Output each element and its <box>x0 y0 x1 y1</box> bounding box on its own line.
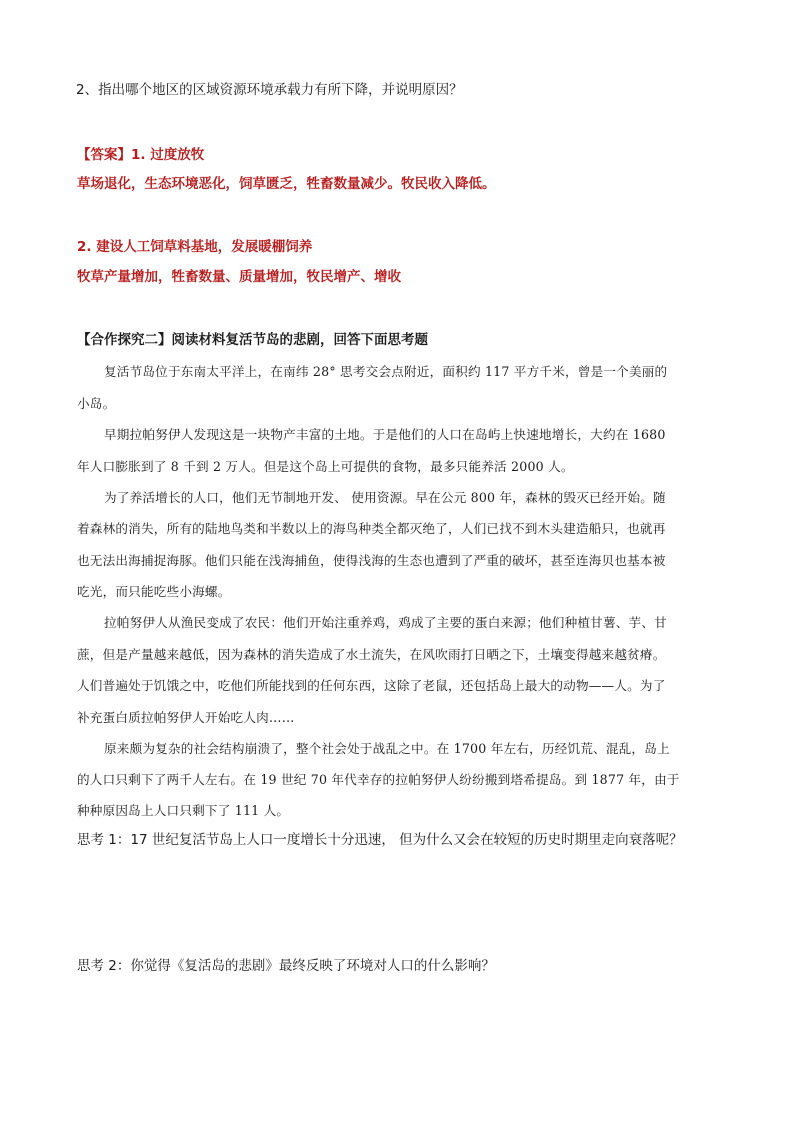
material-line: 种种原因岛上人口只剩下了 111 人。 <box>77 803 290 818</box>
answer-effect-line: 牧草产量增加，牲畜数量、质量增加，牧民增产、增收 <box>77 269 401 285</box>
answer-measure-line: 2. 建设人工饲草料基地，发展暖棚饲养 <box>77 239 313 255</box>
material-line: 着森林的消失，所有的陆地鸟类和半数以上的海鸟种类全都灭绝了，人们已找不到木头建造船只，也就再 <box>77 521 666 536</box>
material-line: 的人口只剩下了两千人左右。在 19 世纪 70 年代幸存的拉帕努伊人纷纷搬到塔希提岛。到 1877 年，由于 <box>77 772 680 787</box>
material-line: 人们普遍处于饥饿之中，吃他们所能找到的任何东西，这除了老鼠，还包括岛上最大的动物——人。为了 <box>77 678 666 693</box>
material-line: 早期拉帕努伊人发现这是一块物产丰富的土地。于是他们的人口在岛屿上快速地增长，大约在 1680 <box>104 427 666 442</box>
material-line: 复活节岛位于东南太平洋上，在南纬 28° 思考交会点附近，面积约 117 平方千米，曾是一个美丽的 <box>104 364 668 379</box>
material-line: 年人口膨胀到了 8 千到 2 万人。但是这个岛上可提供的食物，最多只能养活 2000 人。 <box>77 459 574 474</box>
material-line: 拉帕努伊人从渔民变成了农民：他们开始注重养鸡，鸡成了主要的蛋白来源；他们种植甘薯、芋、甘 <box>104 615 667 630</box>
think-question-2: 思考 2：你觉得《复活岛的悲剧》最终反映了环境对人口的什么影响？ <box>77 958 495 974</box>
material-line: 蔗，但是产量越来越低，因为森林的消失造成了水土流失，在风吹雨打日晒之下，土壤变得越来越贫瘠。 <box>77 647 666 662</box>
section-title: 【合作探究二】阅读材料复活节岛的悲剧，回答下面思考题 <box>77 332 428 348</box>
material-line: 补充蛋白质拉帕努伊人开始吃人肉…… <box>77 710 295 725</box>
answer-reason-line: 草场退化，生态环境恶化，饲草匮乏，牲畜数量减少。牧民收入降低。 <box>77 176 496 192</box>
answer-label-line: 【答案】1. 过度放牧 <box>77 147 205 163</box>
material-line: 小岛。 <box>77 396 116 411</box>
material-line: 吃光，而只能吃些小海螺。 <box>77 584 231 599</box>
material-line: 为了养活增长的人口，他们无节制地开发、 使用资源。早在公元 800 年，森林的毁灭已经开始。随 <box>104 490 666 505</box>
think-question-1: 思考 1：17 世纪复活节岛上人口一度增长十分迅速， 但为什么又会在较短的历史时期里走向衰落呢？ <box>77 832 683 848</box>
question-2: 2、指出哪个地区的区域资源环境承载力有所下降，并说明原因？ <box>76 82 463 98</box>
material-line: 原来颇为复杂的社会结构崩溃了，整个社会处于战乱之中。在 1700 年左右，历经饥荒、混乱，岛上 <box>104 741 670 756</box>
material-line: 也无法出海捕捉海豚。他们只能在浅海捕鱼，使得浅海的生态也遭到了严重的破坏，甚至连海贝也基本被 <box>77 553 666 568</box>
